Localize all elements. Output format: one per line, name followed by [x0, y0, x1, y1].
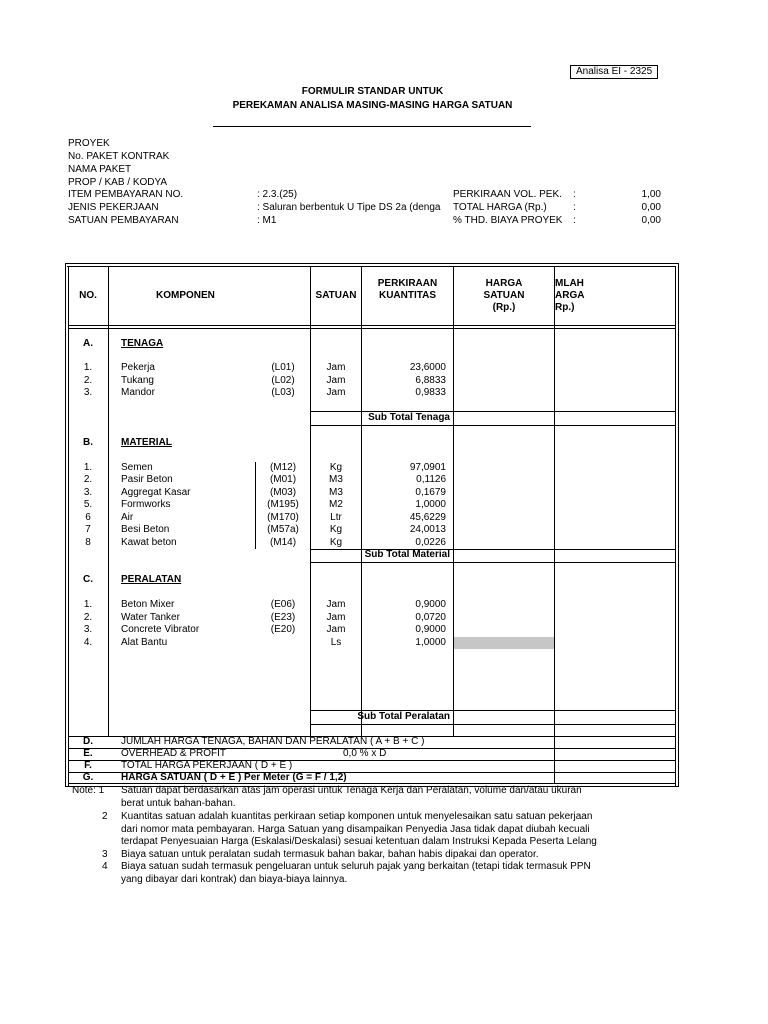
row-code: (M170)	[267, 512, 299, 523]
item-info-right-value: 0,00	[641, 215, 661, 226]
row-qty: 0,0226	[415, 537, 446, 548]
row-unit: Kg	[329, 462, 343, 473]
table-border-left	[65, 263, 66, 787]
row-name: Mandor	[121, 387, 155, 398]
row-no: 2.	[83, 375, 93, 386]
row-qty: 23,6000	[409, 362, 446, 373]
row-qty: 24,0013	[409, 524, 446, 535]
subtotal-peralatan: Sub Total Peralatan	[357, 711, 450, 722]
row-name: Semen	[121, 462, 153, 473]
label-prop-kab: PROP / KAB / KODYA	[68, 177, 168, 188]
row-name: Pekerja	[121, 362, 155, 373]
item-info-right-value: 1,00	[641, 189, 661, 200]
row-code: (M01)	[269, 474, 297, 485]
total-text-g: HARGA SATUAN ( D + E ) Per Meter (G = F / 1,2)	[121, 772, 347, 783]
note-2-line-3: terdapat Penyesuaian Harga (Eskalasi/Deskalasi) sesuai ketentuan dalam Instruksi Kepada Peserta Lelang	[121, 836, 597, 847]
total-text-e: OVERHEAD & PROFIT	[121, 748, 227, 759]
analysis-code: Analisa EI - 2325	[570, 65, 658, 79]
row-unit: Kg	[329, 524, 343, 535]
totals-col-line	[554, 736, 555, 784]
row-unit: Ls	[330, 637, 342, 648]
header-komponen: KOMPONEN	[156, 290, 215, 301]
row-qty: 1,0000	[415, 499, 446, 510]
header-no: NO.	[79, 290, 97, 301]
row-unit: Ltr	[330, 512, 342, 523]
header-satuan: SATUAN	[315, 290, 357, 301]
row-unit: M2	[329, 499, 343, 510]
row-no: 1.	[83, 599, 93, 610]
item-info-colon: :	[573, 215, 576, 226]
section-letter-c: C.	[83, 574, 93, 585]
row-qty: 0,1679	[415, 487, 446, 498]
note-2-line-2: dari nomor mata pembayaran. Harga Satuan yang disampaikan Penyedia Jasa tidak dapat diubah kecuali	[121, 824, 590, 835]
row-code: (M12)	[269, 462, 297, 473]
header-harga-rp: (Rp.)	[492, 302, 516, 313]
item-info-label: ITEM PEMBAYARAN NO.	[68, 189, 184, 200]
table-border-right-inner	[675, 266, 676, 787]
row-unit: M3	[329, 487, 343, 498]
row-qty: 0,1126	[416, 474, 446, 485]
col-line-no	[108, 266, 109, 736]
row-no: 3.	[83, 624, 93, 635]
item-info-value: : Saluran berbentuk U Tipe DS 2a (denga	[257, 202, 441, 213]
row-code: (M03)	[269, 487, 297, 498]
item-info-right-label: PERKIRAAN VOL. PEK.	[453, 189, 562, 200]
note-2-line-1: Kuantitas satuan adalah kuantitas perkiraan setiap komponen untuk menyelesaikan satu satuan pekerjaan	[121, 811, 593, 822]
row-unit: Kg	[329, 537, 343, 548]
row-unit: Jam	[326, 612, 346, 623]
row-no: 4.	[83, 637, 93, 648]
header-kuantitas: KUANTITAS	[378, 290, 437, 301]
row-unit: Jam	[326, 375, 346, 386]
section-letter-a: A.	[83, 338, 93, 349]
section-letter-b: B.	[83, 437, 93, 448]
note-4-line-2: yang dibayar dari kontrak) dan biaya-biaya lainnya.	[121, 874, 348, 885]
table-border-top-inner	[67, 266, 676, 267]
row-unit: Jam	[326, 599, 346, 610]
item-info-right-label: TOTAL HARGA (Rp.)	[453, 202, 547, 213]
row-no: 2.	[83, 612, 93, 623]
header-perkiraan: PERKIRAAN	[377, 278, 438, 289]
row-no: 6	[85, 512, 91, 523]
row-qty: 45,6229	[409, 512, 446, 523]
row-no: 1.	[83, 362, 93, 373]
header-divider	[68, 325, 675, 326]
note-1-line-1: Satuan dapat berdasarkan atas jam operasi untuk Tenaga Kerja dan Peralatan, volume dan/atau ukuran	[121, 785, 582, 796]
subtotal-material: Sub Total Material	[364, 549, 450, 560]
row-code: (E06)	[270, 599, 296, 610]
subtotal-material-line-bottom	[310, 562, 675, 563]
label-proyek: PROYEK	[68, 138, 110, 149]
total-letter-f: F.	[84, 760, 92, 771]
item-info-colon: :	[573, 189, 576, 200]
subtotal-peralatan-line-bottom	[310, 724, 675, 725]
row-no: 3.	[83, 387, 93, 398]
header-harga-satuan: SATUAN	[483, 290, 525, 301]
row-code: (E20)	[270, 624, 296, 635]
row-name: Aggregat Kasar	[121, 487, 191, 498]
overhead-percent: 0,0 % x D	[343, 748, 387, 759]
header-divider-inner	[68, 328, 675, 329]
row-qty: 0,9833	[415, 387, 446, 398]
section-title-tenaga: TENAGA	[121, 338, 164, 349]
item-info-right-value: 0,00	[641, 202, 661, 213]
row-no: 3.	[83, 487, 93, 498]
form-title-line2: PEREKAMAN ANALISA MASING-MASING HARGA SATUAN	[232, 100, 513, 111]
row-no: 8	[85, 537, 91, 548]
col-line-harga	[554, 266, 555, 736]
row-name: Water Tanker	[121, 612, 180, 623]
row-qty: 0,9000	[415, 624, 446, 635]
total-letter-e: E.	[83, 748, 93, 759]
row-name: Alat Bantu	[121, 637, 168, 648]
note-label: Note: 1	[72, 785, 105, 796]
row-name: Pasir Beton	[121, 474, 173, 485]
section-title-material: MATERIAL	[121, 437, 172, 448]
row-unit: M3	[329, 474, 343, 485]
row-name: Besi Beton	[121, 524, 170, 535]
col-line-kuantitas	[453, 266, 454, 736]
shaded-cell	[454, 637, 554, 649]
note-3-number: 3	[102, 849, 108, 860]
row-code: (M14)	[269, 537, 297, 548]
row-qty: 0,9000	[415, 599, 446, 610]
row-unit: Jam	[326, 362, 346, 373]
label-nama-paket: NAMA PAKET	[68, 164, 132, 175]
note-1-line-2: berat untuk bahan-bahan.	[121, 798, 236, 809]
note-2-number: 2	[102, 811, 108, 822]
row-code: (L02)	[271, 375, 295, 386]
item-info-label: SATUAN PEMBAYARAN	[68, 215, 179, 226]
item-info-label: JENIS PEKERJAAN	[68, 202, 159, 213]
item-info-value: : M1	[257, 215, 277, 226]
table-border-bottom-inner	[68, 783, 675, 784]
row-name: Beton Mixer	[121, 599, 175, 610]
header-jumlah: MLAH	[555, 278, 584, 289]
item-info-colon: :	[573, 202, 576, 213]
subtotal-tenaga: Sub Total Tenaga	[368, 412, 450, 423]
row-name: Formworks	[121, 499, 171, 510]
note-3-line-1: Biaya satuan untuk peralatan sudah termasuk bahan bakar, bahan habis dipakai dan operator.	[121, 849, 539, 860]
item-info-right-label: % THD. BIAYA PROYEK	[453, 215, 563, 226]
table-border-top	[65, 263, 678, 264]
row-code: (M195)	[267, 499, 299, 510]
total-text-d: JUMLAH HARGA TENAGA, BAHAN DAN PERALATAN ( A + B + C )	[121, 736, 425, 747]
row-no: 5.	[83, 499, 93, 510]
title-divider	[213, 126, 531, 127]
subtotal-tenaga-line-bottom	[310, 425, 675, 426]
total-letter-d: D.	[83, 736, 93, 747]
item-info-value: : 2.3.(25)	[257, 189, 298, 200]
row-qty: 1,0000	[415, 637, 446, 648]
label-paket-kontrak: No. PAKET KONTRAK	[68, 151, 170, 162]
row-name: Concrete Vibrator	[121, 624, 200, 635]
row-code: (L03)	[271, 387, 295, 398]
row-no: 7	[85, 524, 91, 535]
row-name: Air	[121, 512, 134, 523]
total-text-f: TOTAL HARGA PEKERJAAN ( D + E )	[121, 760, 293, 771]
note-4-line-1: Biaya satuan sudah termasuk pengeluaran untuk seluruh pajak yang berkaitan (tetapi tidak termasuk PPN	[121, 861, 591, 872]
row-name: Kawat beton	[121, 537, 177, 548]
note-4-number: 4	[102, 861, 108, 872]
row-name: Tukang	[121, 375, 154, 386]
header-harga: HARGA	[485, 278, 523, 289]
section-title-peralatan: PERALATAN	[121, 574, 182, 585]
row-code: (E23)	[270, 612, 296, 623]
form-title-line1: FORMULIR STANDAR UNTUK	[301, 86, 444, 97]
row-code: (L01)	[271, 362, 295, 373]
row-no: 1.	[83, 462, 93, 473]
row-qty: 97,0901	[409, 462, 446, 473]
header-jumlah-harga: ARGA	[555, 290, 585, 301]
row-qty: 6,8833	[415, 375, 446, 386]
row-qty: 0,0720	[415, 612, 446, 623]
row-code: (M57a)	[267, 524, 299, 535]
header-jumlah-rp: Rp.)	[555, 302, 575, 313]
row-unit: Jam	[326, 624, 346, 635]
row-no: 2.	[83, 474, 93, 485]
table-border-right	[678, 263, 679, 787]
total-letter-g: G.	[82, 772, 94, 783]
row-unit: Jam	[326, 387, 346, 398]
